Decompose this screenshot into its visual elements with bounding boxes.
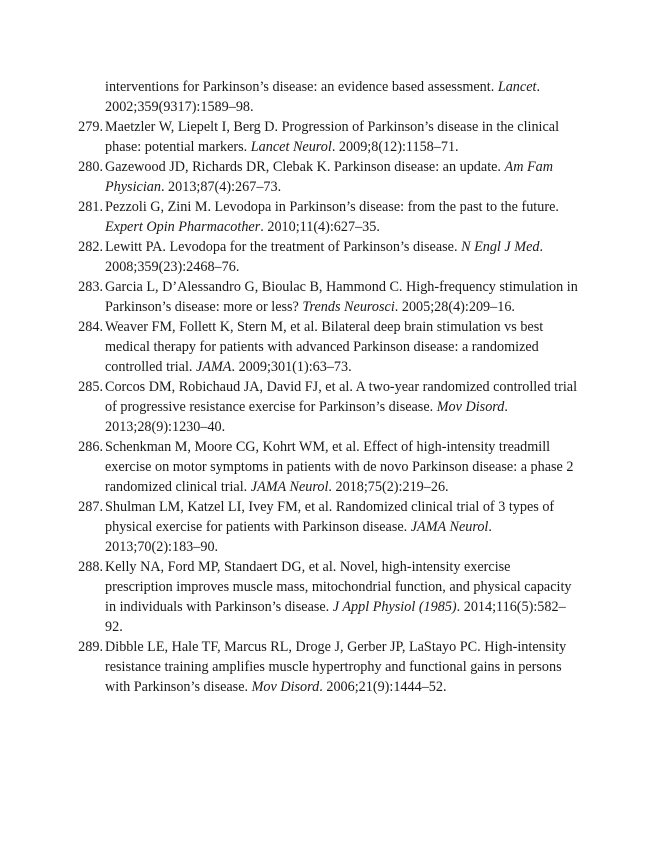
reference-text: Weaver FM, Follett K, Stern M, et al. Bilateral deep brain stimulation vs best medical therapy for patients with advanced Parkinson disease: a randomized controlled trial. [105, 319, 544, 375]
reference-text: Shulman LM, Katzel LI, Ivey FM, et al. Randomized clinical trial of 3 types of physical exercise for patients with Parkinson disease. [105, 499, 555, 535]
reference-journal: Mov Disord [251, 679, 320, 695]
reference-number: 287. [78, 499, 103, 515]
reference-item [0, 157, 655, 197]
reference-details: . 2008;359(23):2468–76. [105, 239, 544, 275]
reference-journal: Am Fam Physician [105, 159, 553, 195]
reference-details: . 2014;116(5):582–92. [105, 599, 566, 635]
reference-journal: Lancet Neurol [250, 139, 332, 155]
reference-item [0, 117, 655, 157]
reference-text: Kelly NA, Ford MP, Standaert DG, et al. Novel, high-intensity exercise prescription improves muscle mass, mitochondrial function, and physical capacity in individuals with Parkinson’s disease. [105, 559, 572, 615]
reference-text: Corcos DM, Robichaud JA, David FJ, et al. A two-year randomized controlled trial of progressive resistance exercise for Parkinson’s disease. [105, 379, 578, 415]
reference-text: Pezzoli G, Zini M. Levodopa in Parkinson’s disease: from the past to the future. [105, 199, 559, 215]
reference-journal: JAMA [196, 359, 232, 375]
reference-journal: Mov Disord [436, 399, 505, 415]
reference-details: . 2013;28(9):1230–40. [105, 399, 508, 435]
reference-details: . 2009;8(12):1158–71. [331, 139, 459, 155]
reference-list [0, 77, 655, 697]
reference-journal: Lancet [497, 79, 537, 95]
reference-journal: N Engl J Med [461, 239, 540, 255]
reference-item [0, 277, 655, 317]
reference-details: . 2009;301(1):63–73. [231, 359, 352, 375]
reference-details: . 2013;70(2):183–90. [105, 519, 492, 555]
reference-text: Garcia L, D’Alessandro G, Bioulac B, Hammond C. High-frequency stimulation in Parkinson’s disease: more or less? [105, 279, 578, 315]
reference-text: Dibble LE, Hale TF, Marcus RL, Droge J, Gerber JP, LaStayo PC. High-intensity resistance training amplifies muscle hypertrophy and functional gains in persons with Parkinson’s disease. [105, 639, 567, 695]
reference-number: 279. [78, 119, 103, 135]
reference-text: Maetzler W, Liepelt I, Berg D. Progression of Parkinson’s disease in the clinical phase: potential markers. [105, 119, 560, 155]
reference-details: . 2002;359(9317):1589–98. [105, 79, 540, 115]
reference-item [0, 497, 655, 557]
reference-journal: JAMA Neurol [250, 479, 329, 495]
reference-details: . 2010;11(4):627–35. [260, 219, 380, 235]
reference-number: 288. [78, 559, 103, 575]
reference-text: Gazewood JD, Richards DR, Clebak K. Parkinson disease: an update. [105, 159, 505, 175]
reference-text: Lewitt PA. Levodopa for the treatment of Parkinson’s disease. [105, 239, 462, 255]
reference-journal: J Appl Physiol (1985) [332, 599, 457, 615]
reference-number: 284. [78, 319, 103, 335]
reference-text: interventions for Parkinson’s disease: an evidence based assessment. [105, 79, 498, 95]
reference-details: . 2018;75(2):219–26. [328, 479, 449, 495]
reference-details: . 2013;87(4):267–73. [160, 179, 282, 195]
reference-item [0, 557, 655, 637]
reference-number: 282. [78, 239, 103, 255]
reference-details: . 2006;21(9):1444–52. [319, 679, 447, 695]
reference-item [0, 237, 655, 277]
reference-item [0, 377, 655, 437]
reference-number: 280. [78, 159, 103, 175]
reference-number: 285. [78, 379, 103, 395]
reference-details: . 2005;28(4):209–16. [394, 299, 515, 315]
reference-journal: Expert Opin Pharmacother [105, 219, 261, 235]
reference-journal: JAMA Neurol [410, 519, 489, 535]
reference-number: 283. [78, 279, 103, 295]
reference-number: 286. [78, 439, 103, 455]
reference-item [0, 637, 655, 697]
reference-number: 289. [78, 639, 103, 655]
reference-number: 281. [78, 199, 103, 215]
reference-item [0, 437, 655, 497]
reference-text: Schenkman M, Moore CG, Kohrt WM, et al. Effect of high-intensity treadmill exercise on motor symptoms in patients with de novo Parkinson disease: a phase 2 randomized clinical trial. [105, 439, 574, 495]
reference-journal: Trends Neurosci [302, 299, 395, 315]
reference-item [0, 197, 655, 237]
reference-item [0, 317, 655, 377]
reference-item [0, 77, 655, 117]
